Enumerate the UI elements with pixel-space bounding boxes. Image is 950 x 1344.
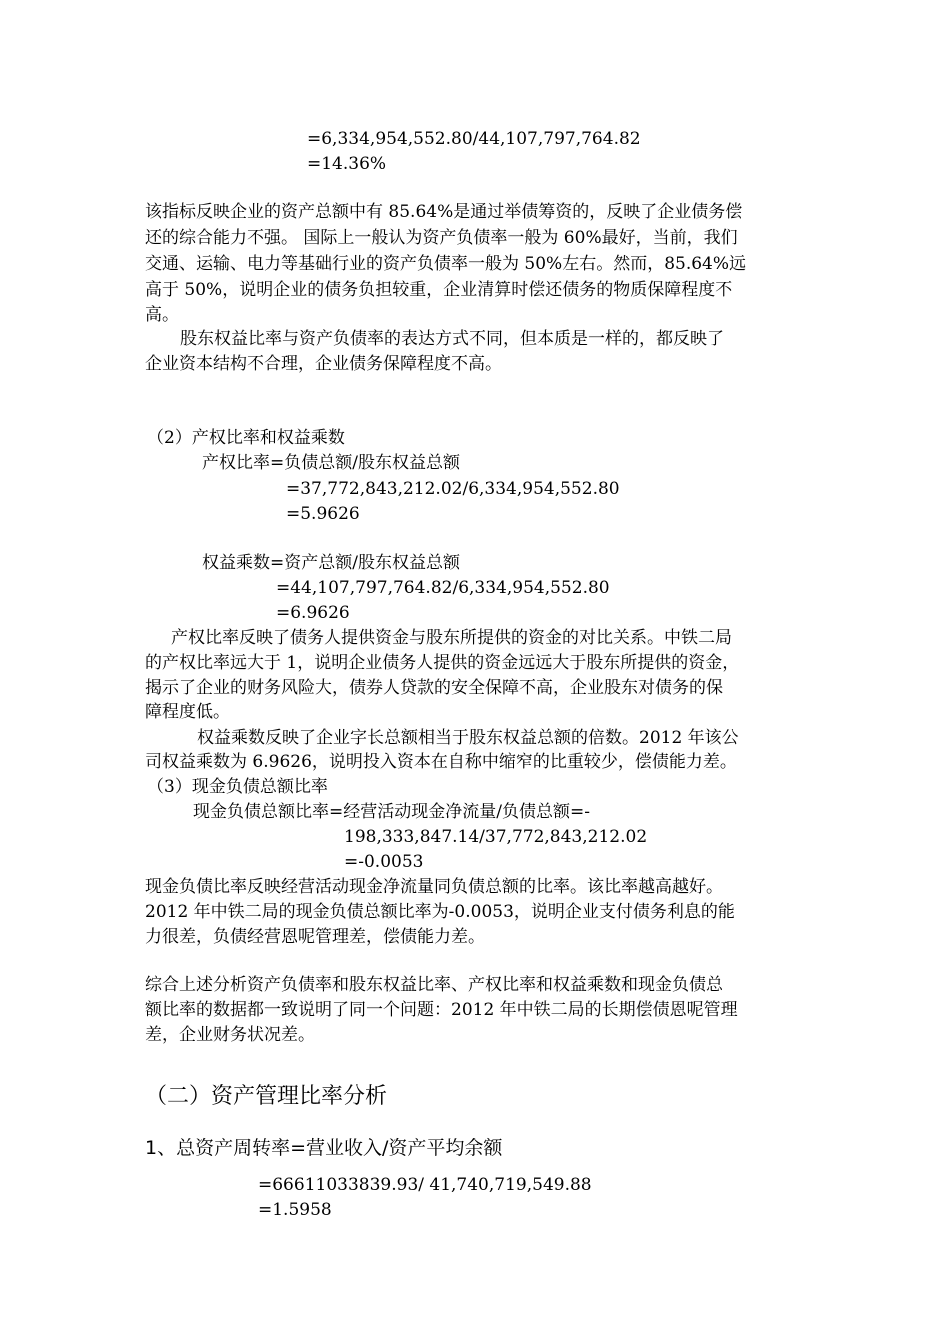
- formula-top-line2: =14.36%: [307, 154, 387, 174]
- formula-calc: =66611033839.93/ 41,740,719,549.88: [258, 1175, 592, 1195]
- formula-calc: 198,333,847.14/37,772,843,212.02: [344, 827, 648, 847]
- heading-asset-turnover: 1、总资产周转率=营业收入/资产平均余额: [145, 1137, 503, 1159]
- paragraph-line: 差，企业财务状况差。: [145, 1025, 315, 1045]
- paragraph-line: 该指标反映企业的资产总额中有 85.64%是通过举债筹资的，反映了企业债务偿: [145, 202, 743, 222]
- paragraph-line: 现金负债比率反映经营活动现金净流量同负债总额的比率。该比率越高越好。: [145, 877, 723, 897]
- paragraph-line: 障程度低。: [145, 702, 230, 722]
- paragraph-line: 的产权比率远大于 1，说明企业债务人提供的资金远远大于股东所提供的资金，: [145, 653, 740, 673]
- paragraph-line: 高于 50%，说明企业的债务负担较重，企业清算时偿还债务的物质保障程度不: [145, 280, 733, 300]
- formula-label: 现金负债总额比率=经营活动现金净流量/负债总额=-: [193, 802, 590, 822]
- formula-result: =5.9626: [286, 504, 360, 524]
- paragraph-line: 揭示了企业的财务风险大，债券人贷款的安全保障不高，企业股东对债务的保: [145, 678, 723, 698]
- section-title-2: （2）产权比率和权益乘数: [147, 428, 345, 448]
- formula-label: 权益乘数=资产总额/股东权益总额: [202, 553, 460, 573]
- heading-asset-management: （二）资产管理比率分析: [145, 1084, 388, 1109]
- paragraph-line: 产权比率反映了债务人提供资金与股东所提供的资金的对比关系。中铁二局: [171, 628, 732, 648]
- paragraph-line: 权益乘数反映了企业字长总额相当于股东权益总额的倍数。2012 年该公: [197, 728, 739, 748]
- section-title-3: （3）现金负债总额比率: [147, 777, 328, 797]
- paragraph-line: 2012 年中铁二局的现金负债总额比率为-0.0053，说明企业支付债务利息的能: [145, 902, 735, 922]
- paragraph-line: 交通、运输、电力等基础行业的资产负债率一般为 50%左右。然而，85.64%远: [145, 254, 747, 274]
- formula-result: =-0.0053: [344, 852, 424, 872]
- paragraph-line: 还的综合能力不强。 国际上一般认为资产负债率一般为 60%最好，当前，我们: [145, 228, 738, 248]
- formula-result: =6.9626: [276, 603, 350, 623]
- paragraph-line: 额比率的数据都一致说明了同一个问题：2012 年中铁二局的长期偿债恩呢管理: [145, 1000, 738, 1020]
- formula-label: 产权比率=负债总额/股东权益总额: [202, 453, 460, 473]
- formula-result: =1.5958: [258, 1200, 332, 1220]
- formula-calc: =44,107,797,764.82/6,334,954,552.80: [276, 578, 610, 598]
- paragraph-line: 综合上述分析资产负债率和股东权益比率、产权比率和权益乘数和现金负债总: [145, 975, 723, 995]
- paragraph-line: 司权益乘数为 6.9626，说明投入资本在自称中缩窄的比重较少，偿债能力差。: [145, 752, 737, 772]
- formula-top-line1: =6,334,954,552.80/44,107,797,764.82: [307, 129, 641, 149]
- formula-calc: =37,772,843,212.02/6,334,954,552.80: [286, 479, 620, 499]
- paragraph-line: 股东权益比率与资产负债率的表达方式不同，但本质是一样的，都反映了: [180, 329, 724, 349]
- paragraph-line: 力很差，负债经营恩呢管理差，偿债能力差。: [145, 927, 485, 947]
- paragraph-line: 高。: [145, 305, 179, 325]
- paragraph-line: 企业资本结构不合理，企业债务保障程度不高。: [145, 354, 502, 374]
